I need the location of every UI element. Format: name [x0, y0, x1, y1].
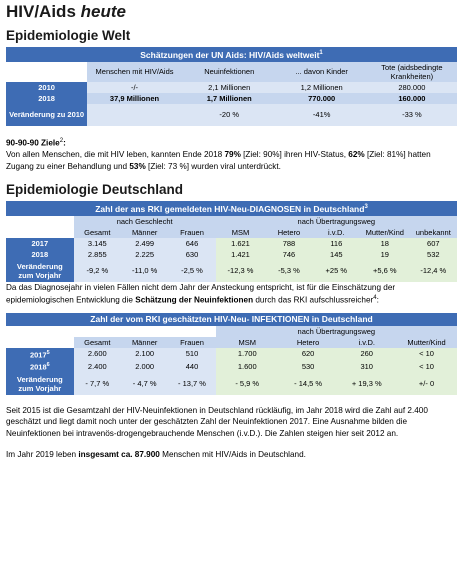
table-cell: -12,3 %	[216, 260, 266, 282]
section-heading-deutschland: Epidemiologie Deutschland	[6, 182, 184, 198]
table-un-aids	[6, 47, 457, 126]
table-cell: -5,3 %	[265, 260, 312, 282]
table-row	[6, 249, 457, 260]
table-cell: - 4,7 %	[121, 373, 168, 395]
table-cell: 440	[168, 360, 215, 373]
table-header: MSM	[216, 337, 279, 348]
table-cell: 510	[168, 348, 215, 361]
row-label: 2018	[6, 93, 87, 104]
table-header: Gesamt	[74, 337, 121, 348]
table-cell: 532	[410, 249, 457, 260]
row-label: 2010	[6, 82, 87, 93]
table-header: i.v.D.	[313, 227, 360, 238]
table-cell: < 10	[396, 348, 457, 361]
table-row	[6, 360, 457, 373]
table-header: Männer	[121, 227, 168, 238]
table-header: Gesamt	[74, 227, 121, 238]
table-cell: - 14,5 %	[279, 373, 338, 395]
table-cell: 1.421	[216, 249, 266, 260]
table-cell: 260	[337, 348, 396, 361]
table-cell: 646	[168, 238, 215, 249]
table-header-blank	[6, 326, 74, 337]
table-header: Neuinfektionen	[182, 62, 277, 82]
table-header: ... davon Kinder	[277, 62, 367, 82]
table-cell: 770.000	[308, 93, 336, 103]
paragraph-neuinfektionen: Seit 2015 ist die Gesamtzahl der HIV-Neuinfektionen in Deutschland rückläufig, im Jahr 2018 wird die Zahl auf 2.400 geschätzt und liegt damit noch unter der geschätzten Zahl der Neuinfektionen 2017. Eine Ausnahme bilden die Neuinfektionen bei intravenös-drogengebrauchende Menschen (i.v.D.). Die Zahlen steigen hier seit 2012 an.	[6, 405, 428, 438]
row-label: 2018	[6, 249, 74, 260]
table-cell: 630	[168, 249, 215, 260]
section-heading-welt: Epidemiologie Welt	[6, 28, 131, 43]
table-cell	[87, 104, 182, 126]
table-cell: +25 %	[313, 260, 360, 282]
table-cell: 280.000	[398, 82, 426, 92]
table-cell: 3.145	[74, 238, 121, 249]
table-row	[6, 82, 457, 93]
table-cell: 1.700	[216, 348, 279, 361]
row-label: Veränderung zu 2010	[6, 104, 87, 126]
table-cell: 145	[313, 249, 360, 260]
group-header: nach Übertragungsweg	[216, 326, 457, 337]
table-cell: -2,5 %	[168, 260, 215, 282]
paragraph-diagnosejahr: Da das Diagnosejahr in vielen Fällen nicht dem Jahr der Ansteckung entspricht, ist für die Einschätzung der epidemiologischen Entwicklung die Schätzung der Neuinfektionen durch das RKI aufschlussreicher$^4$:	[6, 282, 396, 306]
table-cell: -33 %	[402, 110, 422, 120]
table-header: Menschen mit HIV/Aids	[87, 62, 182, 82]
table-cell: 2.855	[74, 249, 121, 260]
table-cell: 2.400	[74, 360, 121, 373]
table-header: Frauen	[168, 337, 215, 348]
table-header: Tote (aidsbedingte Krankheiten)	[367, 62, 457, 82]
table-cell: 2.000	[121, 360, 168, 373]
table-caption: Zahl der ans RKI gemeldeten HIV-Neu-DIAGNOSEN in Deutschland$^3$	[6, 201, 457, 216]
table-cell: -11,0 %	[121, 260, 168, 282]
table-header: Mutter/Kind	[360, 227, 410, 238]
table-cell: 310	[337, 360, 396, 373]
table-row	[6, 373, 457, 395]
ziele-heading: 90-90-90 Ziele$^2$:	[6, 137, 66, 148]
table-header: Frauen	[168, 227, 215, 238]
ziele-text: Von allen Menschen, die mit HIV leben, kannten Ende 2018 79% [Ziel: 90%] ihren HIV-Status, 62% [Ziel: 81%] hatten Zugang zu einer Behandlung und 53% [Ziel: 73 %] wurden viral unterdrückt.	[6, 150, 431, 171]
table-cell: 2.100	[121, 348, 168, 361]
table-cell: 2.600	[74, 348, 121, 361]
table-cell: 2,1 Millionen	[208, 82, 251, 92]
row-label: 2017	[6, 238, 74, 249]
table-cell: 2.225	[121, 249, 168, 260]
table-header: Mutter/Kind	[396, 337, 457, 348]
table-cell: 160.000	[398, 93, 426, 103]
table-cell: 530	[279, 360, 338, 373]
table-cell: 18	[360, 238, 410, 249]
table-cell: 2.499	[121, 238, 168, 249]
title-main: HIV/Aids	[6, 2, 76, 21]
table-header-blank	[6, 337, 74, 348]
table-header: Hetero	[265, 227, 312, 238]
table-rki-diagnosen	[6, 201, 457, 282]
page-title	[6, 2, 457, 22]
row-label: Veränderung zum Vorjahr	[6, 260, 74, 282]
table-cell: - 7,7 %	[74, 373, 121, 395]
table-cell: +/- 0	[396, 373, 457, 395]
table-header-blank	[74, 326, 216, 337]
table-cell: -20 %	[219, 110, 240, 120]
table-cell: + 19,3 %	[337, 373, 396, 395]
table-row	[6, 348, 457, 361]
row-label: Veränderung zum Vorjahr	[6, 373, 74, 395]
table-header-blank	[6, 216, 74, 227]
table-header: Männer	[121, 337, 168, 348]
table-cell: -9,2 %	[74, 260, 121, 282]
table-cell: 1,7 Millionen	[206, 93, 252, 103]
paragraph-summary: Im Jahr 2019 leben insgesamt ca. 87.900 Menschen mit HIV/Aids in Deutschland.	[6, 450, 306, 460]
table-cell: -12,4 %	[410, 260, 457, 282]
row-label: 2017$^5$	[6, 348, 74, 361]
table-cell: 1.600	[216, 360, 279, 373]
table-cell: 1.621	[216, 238, 266, 249]
table-cell: 1,2 Millionen	[300, 82, 343, 92]
table-row	[6, 93, 457, 104]
table-header-blank	[6, 62, 87, 82]
table-header: MSM	[216, 227, 266, 238]
table-cell: -41%	[312, 110, 331, 120]
group-header: nach Geschlecht	[74, 216, 216, 227]
table-row	[6, 104, 457, 126]
table-cell: - 13,7 %	[168, 373, 215, 395]
table-cell: 607	[410, 238, 457, 249]
table-row	[6, 260, 457, 282]
table-cell: < 10	[396, 360, 457, 373]
table-cell: -/-	[130, 82, 139, 92]
title-italic: heute	[80, 2, 126, 21]
table-cell: 788	[265, 238, 312, 249]
table-cell: - 5,9 %	[216, 373, 279, 395]
row-label: 2018$^6$	[6, 360, 74, 373]
table-caption: Zahl der vom RKI geschätzten HIV-Neu- INFEKTIONEN in Deutschland	[6, 313, 457, 326]
table-cell: 746	[265, 249, 312, 260]
table-header: i.v.D.	[337, 337, 396, 348]
table-cell: 37,9 Millionen	[109, 93, 160, 103]
table-row	[6, 238, 457, 249]
table-header: Hetero	[279, 337, 338, 348]
table-rki-infektionen	[6, 313, 457, 395]
table-caption: Schätzungen der UN Aids: HIV/Aids weltweit$^1$	[6, 47, 457, 62]
table-cell: 19	[360, 249, 410, 260]
table-header-blank	[6, 227, 74, 238]
table-cell: 620	[279, 348, 338, 361]
table-cell: 116	[313, 238, 360, 249]
table-cell: +5,6 %	[360, 260, 410, 282]
table-header: unbekannt	[410, 227, 457, 238]
group-header: nach Übertragungsweg	[216, 216, 457, 227]
